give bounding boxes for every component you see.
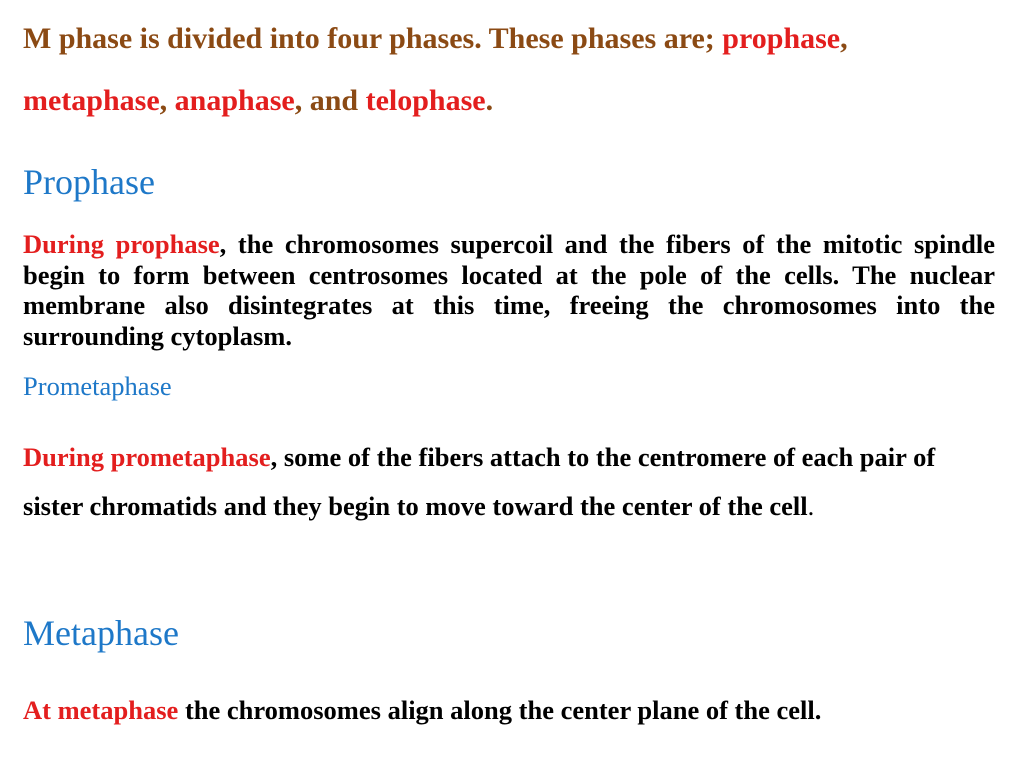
metaphase-paragraph [23,692,995,728]
prophase-body: , the chromosomes supercoil and the fibers of the mitotic spindle begin to form between centrosomes located at the pole of the cells. The nuclear membrane also disintegrates at this time, freeing the chromosomes into the surrounding cytoplasm. [23,229,996,351]
prometaphase-end: . [807,491,815,521]
prometaphase-body: , some of the fibers attach to the centromere of each pair of sister chromatids and they begin to move toward the center of the cell [23,442,936,521]
intro-separator: , [159,84,175,117]
prophase-highlight: During prophase [23,229,220,259]
prometaphase-highlight: During prometaphase [23,442,271,472]
intro-lead: M phase is divided into four phases. These phases are; [23,22,723,55]
intro-separator: , [840,22,848,55]
term-metaphase: metaphase [23,84,160,117]
term-telophase: telophase [365,84,486,117]
term-prophase: prophase [722,22,841,55]
term-anaphase: anaphase [174,84,295,117]
intro-paragraph [23,8,995,132]
prophase-heading: Prophase [23,162,155,202]
metaphase-body: the chromosomes align along the center plane of the cell. [178,695,822,725]
metaphase-highlight: At metaphase [23,695,179,725]
prometaphase-paragraph [23,433,995,531]
prometaphase-heading: Prometaphase [23,371,172,401]
metaphase-heading: Metaphase [23,613,179,653]
intro-separator: , and [294,84,366,117]
intro-end: . [485,84,494,117]
prophase-paragraph [23,229,995,351]
slide [23,0,995,768]
